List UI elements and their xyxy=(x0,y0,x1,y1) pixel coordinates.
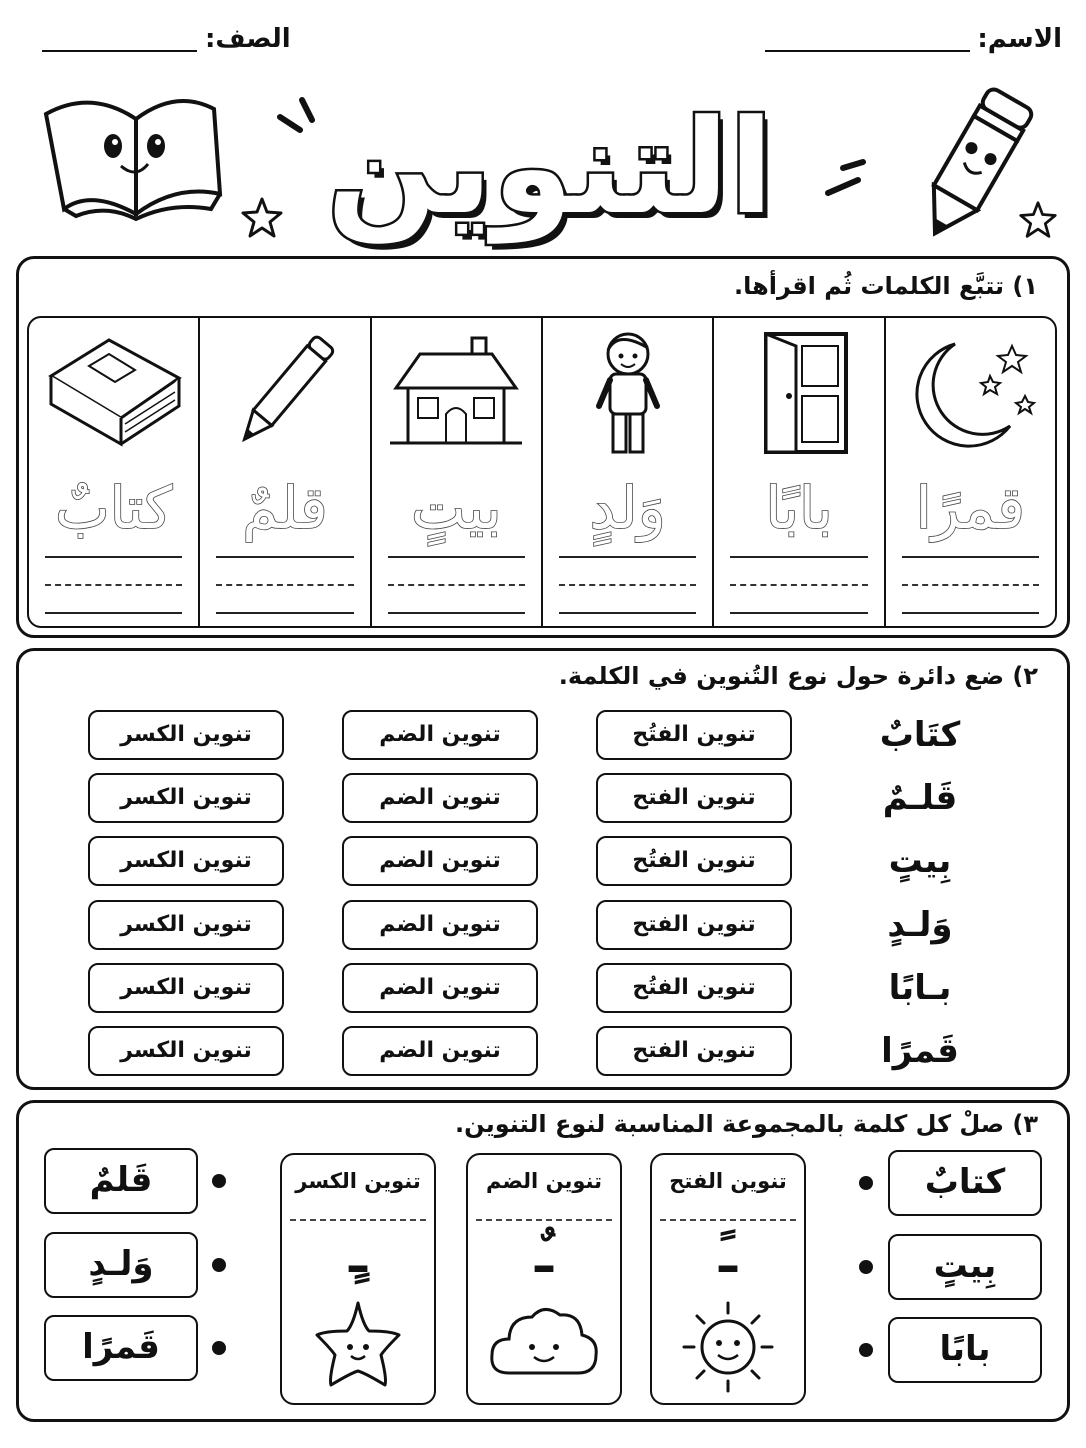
option-fatha[interactable]: تنوين الفتُح xyxy=(596,710,792,760)
tanween-row xyxy=(60,710,980,760)
group-divider xyxy=(476,1219,612,1221)
option-fatha[interactable]: تنوين الفتح xyxy=(596,773,792,823)
connector-dot[interactable] xyxy=(212,1341,226,1355)
match-word-right[interactable]: بِيتٍ xyxy=(888,1234,1042,1300)
trace-word: وَلدٍ xyxy=(589,474,666,542)
book-mascot-icon xyxy=(36,84,226,224)
section2-title: ٢) ضع دائرة حول نوع التُنوين في الكلمة. xyxy=(558,662,1038,690)
writing-line xyxy=(388,556,525,558)
star-decoration-icon xyxy=(240,196,284,240)
trace-card xyxy=(370,318,541,626)
writing-line xyxy=(559,556,696,558)
option-kasra[interactable]: تنوين الكسر xyxy=(88,710,284,760)
boy-icon xyxy=(583,326,673,461)
writing-line xyxy=(216,584,353,586)
connector-dot[interactable] xyxy=(212,1174,226,1188)
writing-line xyxy=(45,556,182,558)
trace-word: بيتٍ xyxy=(411,474,502,542)
group-divider xyxy=(290,1219,426,1221)
writing-line xyxy=(559,584,696,586)
writing-line xyxy=(559,612,696,614)
connector-dot[interactable] xyxy=(212,1258,226,1272)
connector-dot[interactable] xyxy=(859,1176,873,1190)
section3-title: ٣) صلْ كل كلمة بالمجموعة المناسبة لنوع التنوين. xyxy=(455,1110,1038,1138)
tanween-row xyxy=(60,963,980,1013)
connector-dot[interactable] xyxy=(859,1343,873,1357)
group-label: تنوين الكسر xyxy=(295,1169,421,1193)
page-title: التنوين xyxy=(326,91,774,243)
option-damma[interactable]: تنوين الضم xyxy=(342,836,538,886)
option-damma[interactable]: تنوين الضم xyxy=(342,963,538,1013)
star-icon xyxy=(303,1295,413,1395)
trace-card xyxy=(198,318,369,626)
row-word: قَمرًا xyxy=(881,1031,959,1071)
writing-line xyxy=(216,556,353,558)
tanween-row xyxy=(60,1026,980,1076)
writing-line xyxy=(216,612,353,614)
writing-line xyxy=(388,584,525,586)
door-icon xyxy=(744,326,854,456)
match-word-left[interactable]: قَمرًا xyxy=(44,1315,198,1381)
class-field[interactable] xyxy=(42,50,197,52)
option-fatha[interactable]: تنوين الفتُح xyxy=(596,963,792,1013)
match-word-left[interactable]: قَلمٌ xyxy=(44,1148,198,1214)
sun-icon xyxy=(673,1295,783,1395)
group-fatha[interactable] xyxy=(650,1153,806,1405)
group-kasra[interactable] xyxy=(280,1153,436,1405)
option-damma[interactable]: تنوين الضم xyxy=(342,773,538,823)
option-kasra[interactable]: تنوين الكسر xyxy=(88,900,284,950)
star-decoration-icon xyxy=(1018,200,1058,240)
match-word-right[interactable]: كتابٌ xyxy=(888,1150,1042,1216)
trace-card xyxy=(29,318,198,626)
writing-line xyxy=(45,612,182,614)
option-kasra[interactable]: تنوين الكسر xyxy=(88,773,284,823)
option-fatha[interactable]: تنوين الفتح xyxy=(596,1026,792,1076)
row-word: وَلـدٍ xyxy=(887,905,953,945)
row-word: بـابًا xyxy=(888,968,952,1008)
tanween-row xyxy=(60,900,980,950)
writing-line xyxy=(730,584,867,586)
name-field[interactable] xyxy=(765,50,970,52)
option-kasra[interactable]: تنوين الكسر xyxy=(88,836,284,886)
tanween-mark: ـ xyxy=(349,1225,367,1285)
trace-card xyxy=(712,318,883,626)
group-damma[interactable] xyxy=(466,1153,622,1405)
writing-line xyxy=(902,612,1039,614)
tanween-row xyxy=(60,836,980,886)
option-damma[interactable]: تنوين الضم xyxy=(342,1026,538,1076)
writing-line xyxy=(730,612,867,614)
option-fatha[interactable]: تنوين الفتح xyxy=(596,900,792,950)
name-label: الاسم: xyxy=(977,24,1062,54)
row-word: قَلـمٌ xyxy=(882,778,958,818)
row-word: كتَابٌ xyxy=(879,715,961,755)
connector-dot[interactable] xyxy=(859,1260,873,1274)
section1-title: ١) تتبَّع الكلمات ثُم اقرأها. xyxy=(734,272,1038,300)
class-label: الصف: xyxy=(205,24,291,54)
group-divider xyxy=(660,1219,796,1221)
trace-word: بابًا xyxy=(765,474,833,542)
option-damma[interactable]: تنوين الضم xyxy=(342,900,538,950)
option-fatha[interactable]: تنوين الفتُح xyxy=(596,836,792,886)
writing-line xyxy=(902,556,1039,558)
trace-card xyxy=(541,318,712,626)
option-kasra[interactable]: تنوين الكسر xyxy=(88,1026,284,1076)
match-word-right[interactable]: بابًا xyxy=(888,1317,1042,1383)
option-kasra[interactable]: تنوين الكسر xyxy=(88,963,284,1013)
writing-line xyxy=(902,584,1039,586)
house-icon xyxy=(386,326,526,456)
tanween-mark: ـ xyxy=(719,1225,737,1285)
match-word-left[interactable]: وَلـدٍ xyxy=(44,1232,198,1298)
writing-line xyxy=(388,612,525,614)
tanween-row xyxy=(60,773,980,823)
option-damma[interactable]: تنوين الضم xyxy=(342,710,538,760)
cloud-icon xyxy=(484,1295,604,1385)
pencil-icon xyxy=(225,326,345,456)
group-label: تنوين الفتح xyxy=(669,1169,787,1193)
tanween-mark: ـ xyxy=(535,1225,553,1285)
trace-word: كتابٌ xyxy=(55,474,173,542)
moon-icon xyxy=(900,326,1040,456)
writing-line xyxy=(730,556,867,558)
trace-word: قمرًا xyxy=(915,474,1026,542)
trace-cards xyxy=(27,316,1057,628)
sparkle-lines-icon xyxy=(818,158,878,218)
book-icon xyxy=(39,326,189,456)
trace-card xyxy=(884,318,1055,626)
row-word: بِيتٍ xyxy=(888,841,952,881)
writing-line xyxy=(45,584,182,586)
group-label: تنوين الضم xyxy=(486,1169,602,1193)
trace-word: قلمٌ xyxy=(242,474,328,542)
